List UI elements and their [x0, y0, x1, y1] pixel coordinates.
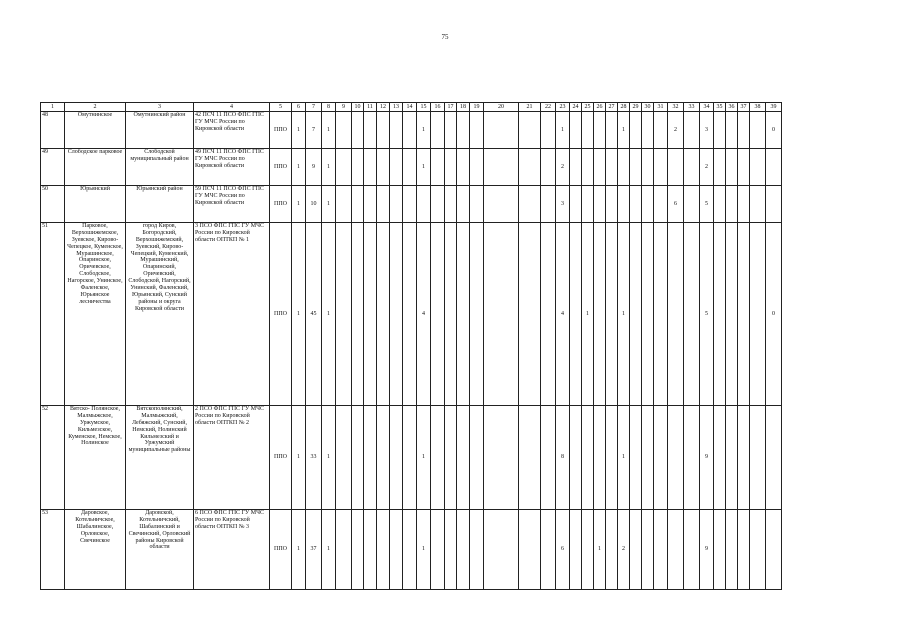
header-cell-31: 31 [654, 103, 668, 112]
table-cell-col-5: ППО [270, 149, 292, 186]
table-cell-col-13 [390, 510, 403, 590]
header-cell-24: 24 [570, 103, 582, 112]
table-cell-col-32 [668, 223, 684, 406]
table-cell-col-19 [470, 186, 484, 223]
table-cell-col-3: Омутнинский район [126, 112, 194, 149]
table-cell-col-37 [738, 223, 750, 406]
table-cell-col-8: 1 [322, 406, 336, 510]
table-cell-col-4: 6 ПСО ФПС ГПС ГУ МЧС России по Кировской области ОПТКП № 3 [194, 510, 270, 590]
table-cell-col-15: 1 [417, 510, 431, 590]
table-cell-col-22 [541, 510, 556, 590]
header-cell-13: 13 [390, 103, 403, 112]
table-cell-col-21 [519, 223, 541, 406]
table-cell-col-25 [582, 112, 594, 149]
table-row [41, 149, 782, 186]
table-cell-col-18 [457, 223, 470, 406]
table-cell-col-34: 9 [700, 406, 714, 510]
table-cell-col-5: ППО [270, 510, 292, 590]
header-cell-35: 35 [714, 103, 726, 112]
table-cell-col-30 [642, 510, 654, 590]
table-cell-col-38 [750, 406, 766, 510]
table-cell-col-25 [582, 406, 594, 510]
table-cell-col-6: 1 [292, 406, 306, 510]
table-cell-col-28 [618, 186, 630, 223]
table-cell-col-4: 49 ПСЧ 11 ПСО ФПС ГПС ГУ МЧС России по Кировской области [194, 149, 270, 186]
table-cell-col-23: 3 [556, 186, 570, 223]
table-cell-col-14 [403, 149, 417, 186]
table-cell-col-4: 3 ПСО ФПС ГПС ГУ МЧС России по Кировской области ОПТКП № 1 [194, 223, 270, 406]
table-cell-col-22 [541, 112, 556, 149]
table-cell-col-21 [519, 186, 541, 223]
table-cell-col-33 [684, 223, 700, 406]
table-cell-col-19 [470, 406, 484, 510]
table-cell-col-12 [377, 510, 390, 590]
table-cell-col-31 [654, 510, 668, 590]
table-cell-col-10 [352, 223, 364, 406]
table-cell-col-38 [750, 186, 766, 223]
table-cell-col-28 [618, 149, 630, 186]
table-cell-col-25 [582, 149, 594, 186]
header-cell-37: 37 [738, 103, 750, 112]
table-cell-col-26 [594, 149, 606, 186]
table-cell-col-20 [484, 112, 519, 149]
table-cell-col-5: ППО [270, 112, 292, 149]
table-cell-col-5: ППО [270, 223, 292, 406]
table-cell-col-2: Юрьянский [65, 186, 126, 223]
table-cell-col-2: Парковое, Верхошижемское, Зуевское, Кирово-Чепецкое, Куменское, Мурашинское, Опаринское, Оричевское, Слободское, Нагорское, Унинское, Фаленское, Юрьянское лесничества [65, 223, 126, 406]
table-cell-col-29 [630, 149, 642, 186]
header-cell-10: 10 [352, 103, 364, 112]
table-cell-col-29 [630, 223, 642, 406]
table-cell-col-29 [630, 112, 642, 149]
table-cell-col-15 [417, 186, 431, 223]
table-cell-col-29 [630, 510, 642, 590]
table-cell-col-16 [431, 510, 445, 590]
table-cell-col-10 [352, 149, 364, 186]
table-cell-col-7: 7 [306, 112, 322, 149]
header-cell-34: 34 [700, 103, 714, 112]
table-row [41, 510, 782, 590]
table-cell-col-30 [642, 186, 654, 223]
table-cell-col-36 [726, 223, 738, 406]
table-cell-col-1: 51 [41, 223, 65, 406]
table-cell-col-10 [352, 112, 364, 149]
table-cell-col-7: 10 [306, 186, 322, 223]
table-cell-col-25: 1 [582, 223, 594, 406]
table-cell-col-23: 2 [556, 149, 570, 186]
table-cell-col-39: 0 [766, 223, 782, 406]
table-cell-col-11 [364, 223, 377, 406]
table-row [41, 112, 782, 149]
table-cell-col-20 [484, 510, 519, 590]
header-cell-28: 28 [618, 103, 630, 112]
table-cell-col-13 [390, 406, 403, 510]
table-cell-col-36 [726, 186, 738, 223]
table-cell-col-26 [594, 112, 606, 149]
table-cell-col-11 [364, 406, 377, 510]
table-cell-col-3: Даровской, Котельничский, Шабалинский и Свечинский, Орловский районы Кировской области [126, 510, 194, 590]
table-cell-col-30 [642, 112, 654, 149]
table-cell-col-35 [714, 223, 726, 406]
table-cell-col-18 [457, 510, 470, 590]
table-cell-col-15: 1 [417, 112, 431, 149]
table-cell-col-20 [484, 149, 519, 186]
table-cell-col-33 [684, 149, 700, 186]
table-cell-col-35 [714, 186, 726, 223]
table-cell-col-25 [582, 186, 594, 223]
table-cell-col-7: 9 [306, 149, 322, 186]
table-cell-col-22 [541, 186, 556, 223]
table-cell-col-34: 3 [700, 112, 714, 149]
table-cell-col-27 [606, 112, 618, 149]
table-cell-col-34: 2 [700, 149, 714, 186]
header-cell-21: 21 [519, 103, 541, 112]
table-cell-col-36 [726, 112, 738, 149]
header-cell-5: 5 [270, 103, 292, 112]
table-cell-col-2: Вятско- Полянское, Малмыжское, Уржумское, Кильмезское, Куменское, Немское, Нолинское [65, 406, 126, 510]
table-cell-col-25 [582, 510, 594, 590]
table-cell-col-15: 1 [417, 149, 431, 186]
table-cell-col-27 [606, 406, 618, 510]
header-cell-8: 8 [322, 103, 336, 112]
table-cell-col-21 [519, 510, 541, 590]
table-cell-col-31 [654, 186, 668, 223]
table-cell-col-37 [738, 406, 750, 510]
header-cell-25: 25 [582, 103, 594, 112]
table-cell-col-21 [519, 406, 541, 510]
table-cell-col-32: 6 [668, 186, 684, 223]
table-cell-col-9 [336, 406, 352, 510]
header-cell-14: 14 [403, 103, 417, 112]
header-cell-17: 17 [445, 103, 457, 112]
table-cell-col-28: 1 [618, 112, 630, 149]
table-cell-col-11 [364, 510, 377, 590]
table-cell-col-9 [336, 186, 352, 223]
table-cell-col-13 [390, 223, 403, 406]
table-cell-col-29 [630, 406, 642, 510]
header-cell-32: 32 [668, 103, 684, 112]
table-cell-col-31 [654, 112, 668, 149]
table-cell-col-5: ППО [270, 186, 292, 223]
header-cell-29: 29 [630, 103, 642, 112]
table-cell-col-9 [336, 223, 352, 406]
table-cell-col-3: Юрьянский район [126, 186, 194, 223]
table-cell-col-1: 52 [41, 406, 65, 510]
table-cell-col-6: 1 [292, 223, 306, 406]
table-cell-col-6: 1 [292, 186, 306, 223]
table-cell-col-16 [431, 223, 445, 406]
table-cell-col-33 [684, 510, 700, 590]
table-cell-col-32 [668, 510, 684, 590]
table-cell-col-2: Даровское, Котельничское, Шабалинское, Орловское, Свечинское [65, 510, 126, 590]
table-cell-col-8: 1 [322, 223, 336, 406]
table-cell-col-1: 50 [41, 186, 65, 223]
table-cell-col-38 [750, 223, 766, 406]
table-cell-col-12 [377, 149, 390, 186]
table-cell-col-33 [684, 112, 700, 149]
table-cell-col-32 [668, 406, 684, 510]
table-cell-col-9 [336, 149, 352, 186]
table-cell-col-14 [403, 406, 417, 510]
table-cell-col-26: 1 [594, 510, 606, 590]
table-cell-col-6: 1 [292, 149, 306, 186]
table-cell-col-37 [738, 186, 750, 223]
table-cell-col-1: 53 [41, 510, 65, 590]
table-cell-col-33 [684, 406, 700, 510]
table-cell-col-2: Омутнинское [65, 112, 126, 149]
table-cell-col-17 [445, 223, 457, 406]
header-cell-2: 2 [65, 103, 126, 112]
table-cell-col-7: 37 [306, 510, 322, 590]
table-cell-col-21 [519, 112, 541, 149]
table-cell-col-33 [684, 186, 700, 223]
table-cell-col-18 [457, 406, 470, 510]
table-cell-col-24 [570, 186, 582, 223]
header-cell-3: 3 [126, 103, 194, 112]
page-number: 75 [441, 33, 449, 41]
table-cell-col-28: 2 [618, 510, 630, 590]
table-cell-col-9 [336, 510, 352, 590]
table-cell-col-27 [606, 223, 618, 406]
table-cell-col-36 [726, 149, 738, 186]
table-cell-col-8: 1 [322, 149, 336, 186]
header-cell-9: 9 [336, 103, 352, 112]
table-cell-col-37 [738, 510, 750, 590]
table-cell-col-26 [594, 186, 606, 223]
table-cell-col-3: город Киров, Богородский, Верхошижемский, Зуевский, Кирово-Чепецкий, Куменский, Мурашинский, Опаринский, Оричевский, Слободской, Нагорский, Унинский, Фаленский, Юрьянский, Сунский районы и округа Кировской области [126, 223, 194, 406]
table-cell-col-24 [570, 223, 582, 406]
header-cell-27: 27 [606, 103, 618, 112]
table-cell-col-18 [457, 112, 470, 149]
table-cell-col-23: 6 [556, 510, 570, 590]
header-row [41, 103, 782, 112]
header-cell-39: 39 [766, 103, 782, 112]
table-cell-col-26 [594, 406, 606, 510]
table-cell-col-4: 59 ПСЧ 11 ПСО ФПС ГПС ГУ МЧС России по Кировской области [194, 186, 270, 223]
table-cell-col-35 [714, 406, 726, 510]
table-cell-col-5: ППО [270, 406, 292, 510]
header-cell-33: 33 [684, 103, 700, 112]
table-cell-col-4: 2 ПСО ФПС ГПС ГУ МЧС России по Кировской области ОПТКП № 2 [194, 406, 270, 510]
table-cell-col-21 [519, 149, 541, 186]
table-cell-col-31 [654, 223, 668, 406]
table-cell-col-23: 4 [556, 223, 570, 406]
table-cell-col-22 [541, 406, 556, 510]
header-cell-22: 22 [541, 103, 556, 112]
table-cell-col-28: 1 [618, 406, 630, 510]
table-cell-col-24 [570, 112, 582, 149]
table-cell-col-31 [654, 149, 668, 186]
table-cell-col-1: 48 [41, 112, 65, 149]
table-cell-col-10 [352, 406, 364, 510]
table-cell-col-17 [445, 186, 457, 223]
table-cell-col-12 [377, 406, 390, 510]
header-cell-20: 20 [484, 103, 519, 112]
table-cell-col-6: 1 [292, 510, 306, 590]
table-cell-col-20 [484, 406, 519, 510]
table-cell-col-13 [390, 186, 403, 223]
table-cell-col-39 [766, 186, 782, 223]
table-cell-col-7: 33 [306, 406, 322, 510]
table-cell-col-13 [390, 149, 403, 186]
table-cell-col-27 [606, 149, 618, 186]
table-cell-col-14 [403, 186, 417, 223]
table-cell-col-27 [606, 510, 618, 590]
table-cell-col-20 [484, 186, 519, 223]
header-cell-38: 38 [750, 103, 766, 112]
table-row [41, 186, 782, 223]
header-cell-7: 7 [306, 103, 322, 112]
table-cell-col-11 [364, 149, 377, 186]
table-cell-col-12 [377, 112, 390, 149]
table-cell-col-11 [364, 112, 377, 149]
table-cell-col-16 [431, 112, 445, 149]
table-cell-col-3: Слободской муниципальный район [126, 149, 194, 186]
table-cell-col-38 [750, 112, 766, 149]
table-cell-col-9 [336, 112, 352, 149]
table-cell-col-28: 1 [618, 223, 630, 406]
table-cell-col-38 [750, 510, 766, 590]
table-cell-col-34: 9 [700, 510, 714, 590]
table-cell-col-26 [594, 223, 606, 406]
table-cell-col-19 [470, 112, 484, 149]
table-cell-col-18 [457, 186, 470, 223]
table-cell-col-34: 5 [700, 186, 714, 223]
table-cell-col-39 [766, 406, 782, 510]
header-cell-16: 16 [431, 103, 445, 112]
table-cell-col-12 [377, 186, 390, 223]
table-cell-col-38 [750, 149, 766, 186]
table-cell-col-14 [403, 112, 417, 149]
table-cell-col-39: 0 [766, 112, 782, 149]
table-row [41, 406, 782, 510]
table-cell-col-4: 42 ПСЧ 11 ПСО ФПС ГПС ГУ МЧС России по Кировской области [194, 112, 270, 149]
table-cell-col-16 [431, 406, 445, 510]
table-cell-col-15: 4 [417, 223, 431, 406]
table-cell-col-7: 45 [306, 223, 322, 406]
header-cell-19: 19 [470, 103, 484, 112]
table-cell-col-19 [470, 149, 484, 186]
table-row [41, 223, 782, 406]
table-cell-col-13 [390, 112, 403, 149]
table-cell-col-37 [738, 149, 750, 186]
table-cell-col-14 [403, 510, 417, 590]
table-cell-col-22 [541, 223, 556, 406]
table-cell-col-24 [570, 406, 582, 510]
table-cell-col-16 [431, 149, 445, 186]
header-cell-4: 4 [194, 103, 270, 112]
table-cell-col-14 [403, 223, 417, 406]
table-cell-col-36 [726, 510, 738, 590]
table-cell-col-20 [484, 223, 519, 406]
table-cell-col-27 [606, 186, 618, 223]
table-cell-col-17 [445, 112, 457, 149]
table-cell-col-32: 2 [668, 112, 684, 149]
table-cell-col-34: 5 [700, 223, 714, 406]
table-cell-col-6: 1 [292, 112, 306, 149]
table-cell-col-22 [541, 149, 556, 186]
fire-units-table [40, 102, 782, 590]
header-cell-36: 36 [726, 103, 738, 112]
table-cell-col-19 [470, 510, 484, 590]
header-cell-1: 1 [41, 103, 65, 112]
table-cell-col-10 [352, 510, 364, 590]
table-cell-col-17 [445, 510, 457, 590]
table-cell-col-35 [714, 112, 726, 149]
table-cell-col-17 [445, 149, 457, 186]
table-cell-col-11 [364, 186, 377, 223]
table-cell-col-29 [630, 186, 642, 223]
table-cell-col-1: 49 [41, 149, 65, 186]
header-cell-15: 15 [417, 103, 431, 112]
table-cell-col-19 [470, 223, 484, 406]
table-cell-col-18 [457, 149, 470, 186]
table-cell-col-36 [726, 406, 738, 510]
header-cell-6: 6 [292, 103, 306, 112]
table-cell-col-12 [377, 223, 390, 406]
table-cell-col-8: 1 [322, 186, 336, 223]
table-cell-col-35 [714, 510, 726, 590]
table-cell-col-16 [431, 186, 445, 223]
header-cell-30: 30 [642, 103, 654, 112]
table-cell-col-24 [570, 149, 582, 186]
table-cell-col-30 [642, 149, 654, 186]
header-cell-18: 18 [457, 103, 470, 112]
table-cell-col-8: 1 [322, 510, 336, 590]
table-cell-col-39 [766, 510, 782, 590]
table-cell-col-39 [766, 149, 782, 186]
table-cell-col-2: Слободское парковое [65, 149, 126, 186]
table-cell-col-3: Вятскополянский, Малмыжский, Лебяжский, Сунский, Немский, Нолинский Кильмезский и Уржумский муниципальные районы [126, 406, 194, 510]
table-cell-col-24 [570, 510, 582, 590]
table-cell-col-37 [738, 112, 750, 149]
table-cell-col-15: 1 [417, 406, 431, 510]
table-cell-col-8: 1 [322, 112, 336, 149]
header-cell-12: 12 [377, 103, 390, 112]
table-cell-col-17 [445, 406, 457, 510]
table-cell-col-30 [642, 223, 654, 406]
table-cell-col-23: 8 [556, 406, 570, 510]
table-cell-col-32 [668, 149, 684, 186]
table-cell-col-35 [714, 149, 726, 186]
table-cell-col-31 [654, 406, 668, 510]
table-cell-col-10 [352, 186, 364, 223]
table-cell-col-23: 1 [556, 112, 570, 149]
header-cell-23: 23 [556, 103, 570, 112]
table-cell-col-30 [642, 406, 654, 510]
header-cell-11: 11 [364, 103, 377, 112]
header-cell-26: 26 [594, 103, 606, 112]
